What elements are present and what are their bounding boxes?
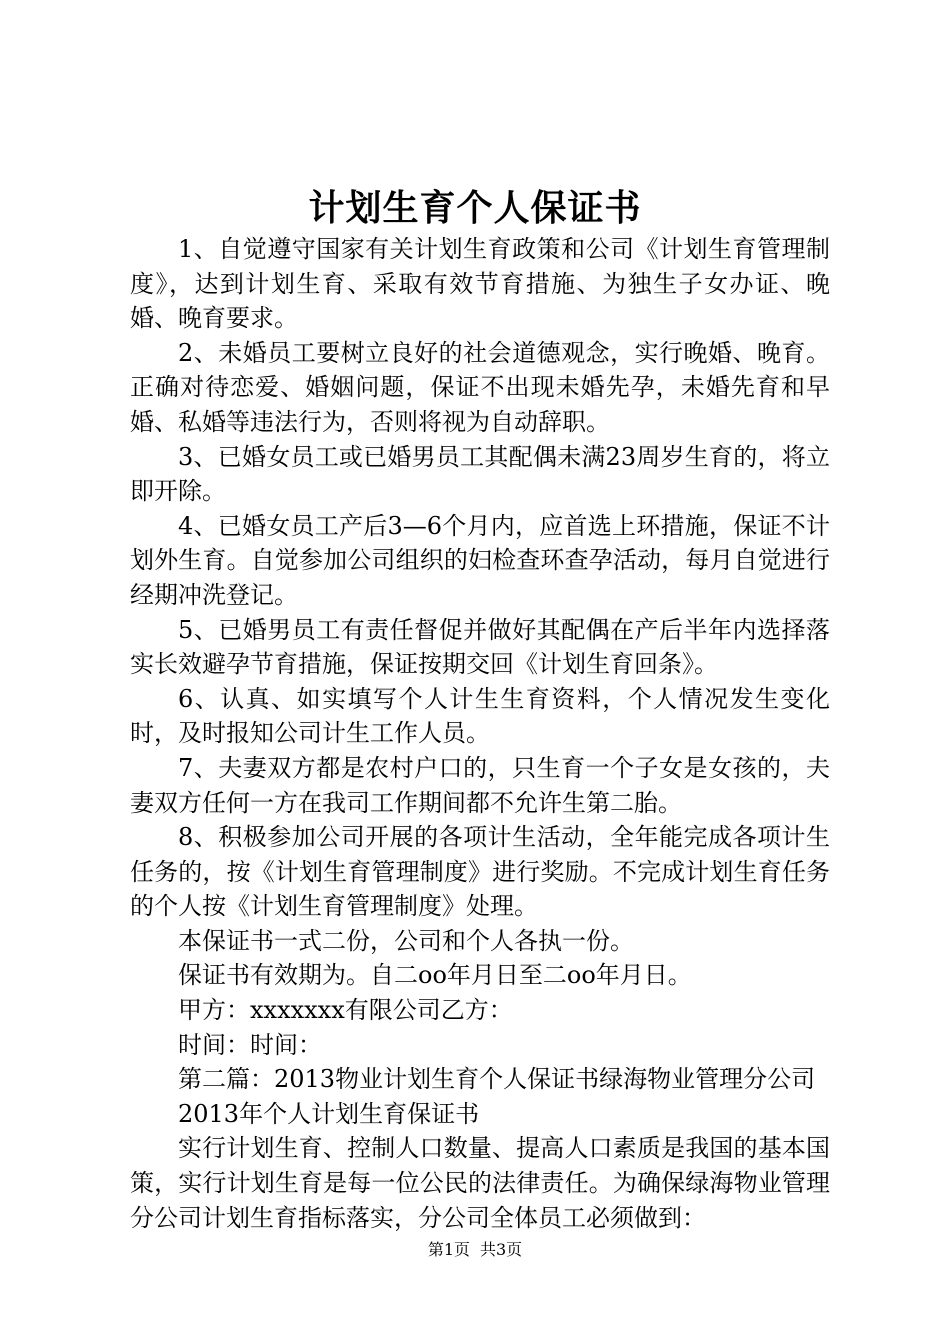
page-number-total: 共3页 <box>480 1240 523 1259</box>
paragraph: 实行计划生育、控制人口数量、提高人口素质是我国的基本国策，实行计划生育是每一位公民的法律责任。为确保绿海物业管理分公司计划生育指标落实，分公司全体员工必须做到： <box>130 1134 830 1232</box>
paragraph: 1、自觉遵守国家有关计划生育政策和公司《计划生育管理制度》，达到计划生育、采取有效节育措施、为独生子女办证、晚婚、晚育要求。 <box>130 235 830 333</box>
paragraph: 甲方：xxxxxxx有限公司乙方： <box>178 996 513 1025</box>
paragraph: 4、已婚女员工产后3—6个月内，应首选上环措施，保证不计划外生育。自觉参加公司组织的妇检查环查孕活动，每月自觉进行经期冲洗登记。 <box>130 511 830 609</box>
paragraph: 3、已婚女员工或已婚男员工其配偶未满23周岁生育的，将立即开除。 <box>130 442 830 506</box>
paragraph: 时间：时间： <box>178 1030 322 1059</box>
document-body <box>130 232 830 1235</box>
paragraph: 6、认真、如实填写个人计生生育资料，个人情况发生变化时，及时报知公司计生工作人员。 <box>130 684 830 748</box>
paragraph: 本保证书一式二份，公司和个人各执一份。 <box>178 926 634 955</box>
paragraph: 2013年个人计划生育保证书 <box>178 1099 480 1128</box>
paragraph: 5、已婚男员工有责任督促并做好其配偶在产后半年内选择落实长效避孕节育措施，保证按期交回《计划生育回条》。 <box>130 615 830 679</box>
paragraph: 8、积极参加公司开展的各项计生活动，全年能完成各项计生任务的，按《计划生育管理制度》进行奖励。不完成计划生育任务的个人按《计划生育管理制度》处理。 <box>130 823 830 921</box>
paragraph: 2、未婚员工要树立良好的社会道德观念，实行晚婚、晚育。正确对待恋爱、婚姻问题，保证不出现未婚先孕，未婚先育和早婚、私婚等违法行为，否则将视为自动辞职。 <box>130 338 830 436</box>
page-number-current: 第1页 <box>427 1240 470 1259</box>
document-title: 计划生育个人保证书 <box>308 187 642 229</box>
paragraph: 保证书有效期为。自二oo年月日至二oo年月日。 <box>178 961 692 990</box>
page-footer <box>0 1238 950 1262</box>
paragraph: 7、夫妻双方都是农村户口的，只生育一个子女是女孩的，夫妻双方任何一方在我司工作期间都不允许生第二胎。 <box>130 753 830 817</box>
paragraph: 第二篇：2013物业计划生育个人保证书绿海物业管理分公司 <box>178 1065 816 1094</box>
